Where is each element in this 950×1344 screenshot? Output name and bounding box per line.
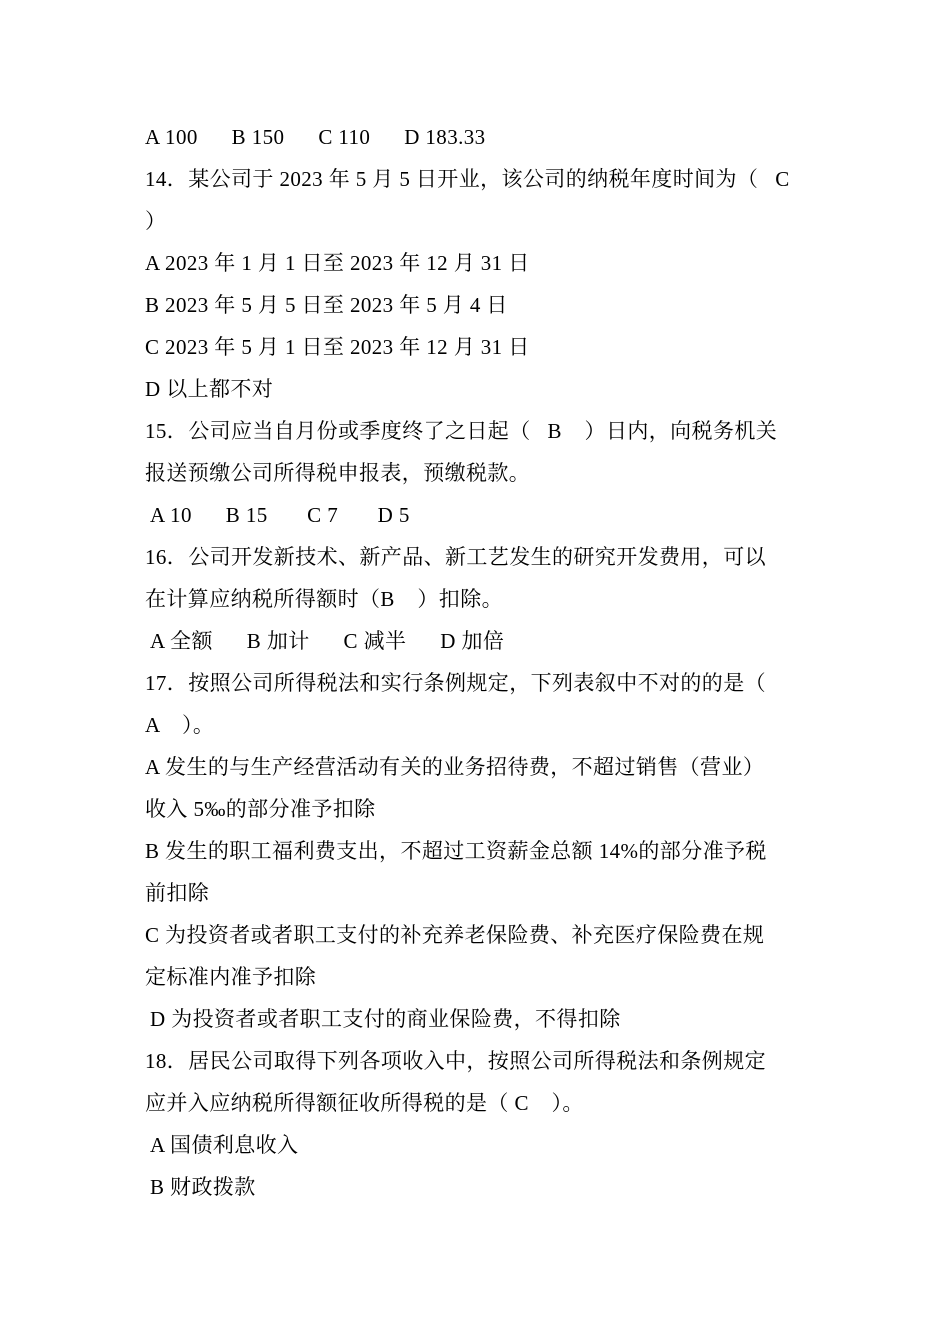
document-body bbox=[145, 116, 810, 1208]
q14-option-d: D 以上都不对 bbox=[145, 377, 274, 401]
q17-option-b-cont: 前扣除 bbox=[145, 881, 210, 905]
q15-stem-cont: 报送预缴公司所得税申报表，预缴税款。 bbox=[145, 461, 531, 485]
q17-stem: 17．按照公司所得税法和实行条例规定，下列表叙中不对的的是（ bbox=[145, 671, 766, 695]
q18-option-a: A 国债利息收入 bbox=[150, 1133, 299, 1157]
q16-options: A 全额 B 加计 C 减半 D 加倍 bbox=[150, 629, 505, 653]
q14-stem-cont: ） bbox=[145, 209, 167, 233]
q15-stem: 15．公司应当自月份或季度终了之日起（ B ）日内，向税务机关 bbox=[145, 419, 778, 443]
q18-stem: 18．居民公司取得下列各项收入中，按照公司所得税法和条例规定 bbox=[145, 1049, 766, 1073]
q18-stem-cont: 应并入应纳税所得额征收所得税的是（ C ）。 bbox=[145, 1091, 584, 1115]
q14-option-c: C 2023 年 5 月 1 日至 2023 年 12 月 31 日 bbox=[145, 335, 530, 359]
q17-option-c-cont: 定标准内准予扣除 bbox=[145, 965, 317, 989]
q17-option-c: C 为投资者或者职工支付的补充养老保险费、补充医疗保险费在规 bbox=[145, 923, 765, 947]
q16-stem-cont: 在计算应纳税所得额时（B ）扣除。 bbox=[145, 587, 504, 611]
q17-option-a: A 发生的与生产经营活动有关的业务招待费，不超过销售（营业） bbox=[145, 755, 765, 779]
q15-options: A 10 B 15 C 7 D 5 bbox=[150, 503, 410, 527]
q17-stem-cont: A ）。 bbox=[145, 713, 215, 737]
q13-options: A 100 B 150 C 110 D 183.33 bbox=[145, 125, 486, 149]
q17-option-a-cont: 收入 5‰的部分准予扣除 bbox=[145, 797, 376, 821]
q16-stem: 16．公司开发新技术、新产品、新工艺发生的研究开发费用，可以 bbox=[145, 545, 766, 569]
q14-stem: 14．某公司于 2023 年 5 月 5 日开业，该公司的纳税年度时间为（ C bbox=[145, 167, 790, 191]
q18-option-b: B 财政拨款 bbox=[150, 1175, 256, 1199]
q17-option-d: D 为投资者或者职工支付的商业保险费，不得扣除 bbox=[150, 1007, 621, 1031]
q17-option-b: B 发生的职工福利费支出，不超过工资薪金总额 14%的部分准予税 bbox=[145, 839, 767, 863]
q14-option-b: B 2023 年 5 月 5 日至 2023 年 5 月 4 日 bbox=[145, 293, 508, 317]
q14-option-a: A 2023 年 1 月 1 日至 2023 年 12 月 31 日 bbox=[145, 251, 530, 275]
